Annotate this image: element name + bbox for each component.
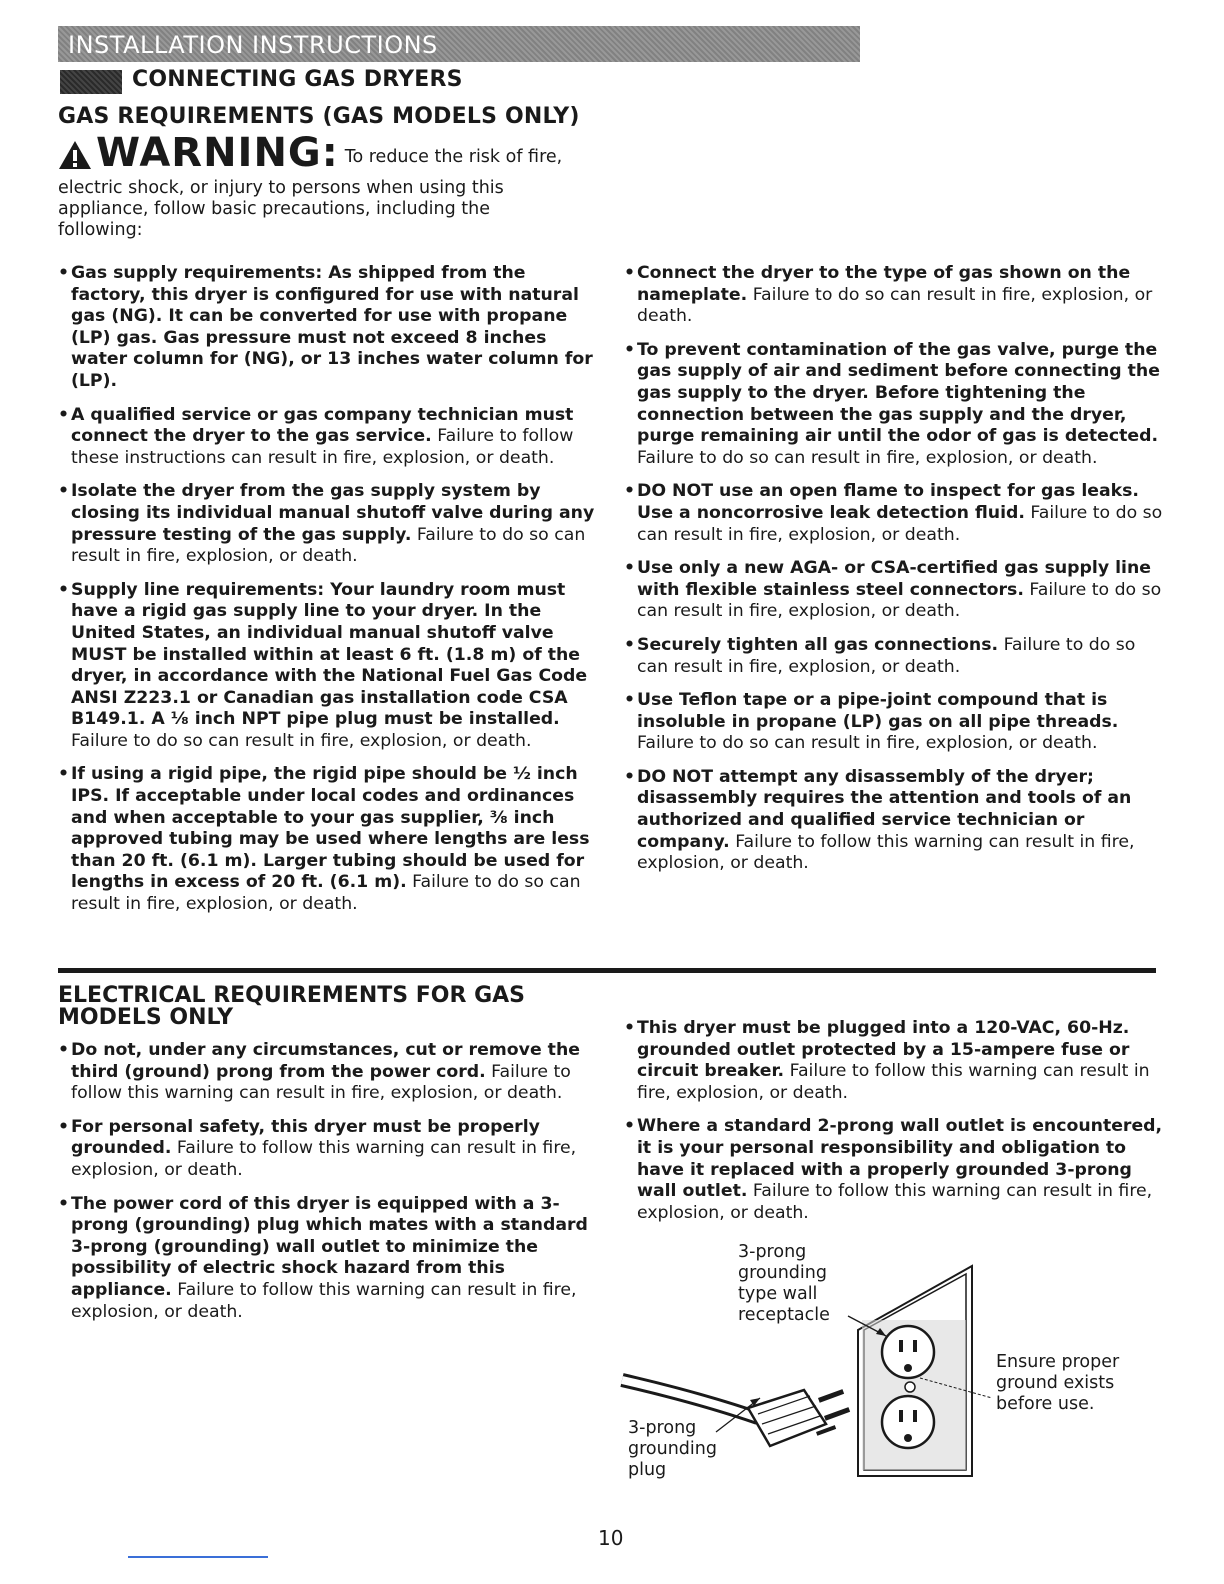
list-item: • This dryer must be plugged into a 120-VAC, 60-Hz. grounded outlet protected by a 15-ampere fuse or circuit breaker. Failure to follow this warning can result in fire, explosion, or death. bbox=[624, 1018, 1164, 1104]
warning-word: WARNING: bbox=[96, 130, 339, 176]
grounded-outlet-figure bbox=[620, 1240, 1160, 1490]
gas-requirements-right-column bbox=[624, 263, 1164, 887]
section-divider bbox=[58, 968, 1156, 973]
page-number: 10 bbox=[598, 1526, 624, 1550]
banner-label: INSTALLATION INSTRUCTIONS bbox=[68, 31, 438, 59]
list-item: • Do not, under any circumstances, cut or remove the third (ground) prong from the power cord. Failure to follow this warning can result in fire, explosion, or death. bbox=[58, 1040, 598, 1105]
section-banner bbox=[58, 26, 860, 62]
receptacle-label: 3-prong grounding type wall receptacle bbox=[738, 1242, 830, 1325]
list-item: • Securely tighten all gas connections. Failure to do so can result in fire, explosion, or death. bbox=[624, 635, 1164, 678]
list-item: • Gas supply requirements: As shipped from the factory, this dryer is configured for use with natural gas (NG). It can be converted for use with propane (LP) gas. Gas pressure must not exceed 8 inches water column for (NG), or 13 inches water column for (LP). bbox=[58, 263, 598, 393]
list-item: • Supply line requirements: Your laundry room must have a rigid gas supply line to your dryer. In the United States, an individual manual shutoff valve MUST be installed within at least 6 ft. (1.8 m) of the dryer, in accordance with the National Fuel Gas Code ANSI Z223.1 or Canadian gas installation code CSA B149.1. A ⅛ inch NPT pipe plug must be installed. Failure to do so can result in fire, explosion, or death. bbox=[58, 580, 598, 753]
list-item: • To prevent contamination of the gas valve, purge the gas supply of air and sediment before connecting the gas supply to the dryer. Before tightening the connection between the gas supply and the dryer, purge remaining air until the odor of gas is detected. Failure to do so can result in fire, explosion, or death. bbox=[624, 340, 1164, 470]
section-marker bbox=[60, 70, 122, 94]
ground-note-label: Ensure proper ground exists before use. bbox=[996, 1352, 1120, 1414]
warning-triangle-icon bbox=[58, 140, 92, 176]
warning-block bbox=[58, 130, 578, 241]
list-item: • Use Teflon tape or a pipe-joint compound that is insoluble in propane (LP) gas on all pipe threads. Failure to do so can result in fire, explosion, or death. bbox=[624, 690, 1164, 755]
list-item: • For personal safety, this dryer must be properly grounded. Failure to follow this warning can result in fire, explosion, or death. bbox=[58, 1117, 598, 1182]
list-item: • DO NOT use an open flame to inspect for gas leaks. Use a noncorrosive leak detection fluid. Failure to do so can result in fire, explosion, or death. bbox=[624, 481, 1164, 546]
list-item: • Isolate the dryer from the gas supply system by closing its individual manual shutoff valve during any pressure testing of the gas supply. Failure to do so can result in fire, explosion, or death. bbox=[58, 481, 598, 567]
gas-requirements-left-column bbox=[58, 263, 598, 928]
electrical-requirements-title: ELECTRICAL REQUIREMENTS FOR GAS MODELS ONLY bbox=[58, 983, 525, 1030]
list-item: • DO NOT attempt any disassembly of the dryer; disassembly requires the attention and tools of an authorized and qualified service technician or company. Failure to follow this warning can result in fire, explosion, or death. bbox=[624, 767, 1164, 875]
list-item: • If using a rigid pipe, the rigid pipe should be ½ inch IPS. If acceptable under local codes and ordinances and when acceptable to your gas supplier, ⅜ inch approved tubing may be used where lengths are less than 20 ft. (6.1 m). Larger tubing should be used for lengths in excess of 20 ft. (6.1 m). Failure to do so can result in fire, explosion, or death. bbox=[58, 764, 598, 915]
electrical-right-column bbox=[624, 1018, 1164, 1236]
electrical-left-column bbox=[58, 1040, 598, 1335]
section-title: CONNECTING GAS DRYERS bbox=[132, 67, 463, 92]
list-item: • Where a standard 2-prong wall outlet is encountered, it is your personal responsibility and obligation to have it replaced with a properly grounded 3-prong wall outlet. Failure to follow this warning can result in fire, explosion, or death. bbox=[624, 1116, 1164, 1224]
list-item: • A qualified service or gas company technician must connect the dryer to the gas service. Failure to follow these instructions can result in fire, explosion, or death. bbox=[58, 405, 598, 470]
footer-rule bbox=[128, 1556, 268, 1558]
warning-text: electric shock, or injury to persons when using this appliance, follow basic precautions, including the following: bbox=[58, 178, 504, 240]
list-item: • Use only a new AGA- or CSA-certified gas supply line with flexible stainless steel connectors. Failure to do so can result in fire, explosion, or death. bbox=[624, 558, 1164, 623]
list-item: • Connect the dryer to the type of gas shown on the nameplate. Failure to do so can result in fire, explosion, or death. bbox=[624, 263, 1164, 328]
section-subtitle: GAS REQUIREMENTS (GAS MODELS ONLY) bbox=[58, 104, 580, 129]
warning-first-line: To reduce the risk of fire, bbox=[344, 147, 563, 167]
plug-label: 3-prong grounding plug bbox=[628, 1418, 717, 1480]
list-item: • The power cord of this dryer is equipped with a 3-prong (grounding) plug which mates with a standard 3-prong (grounding) wall outlet to minimize the possibility of electric shock hazard from this appliance. Failure to follow this warning can result in fire, explosion, or death. bbox=[58, 1194, 598, 1324]
